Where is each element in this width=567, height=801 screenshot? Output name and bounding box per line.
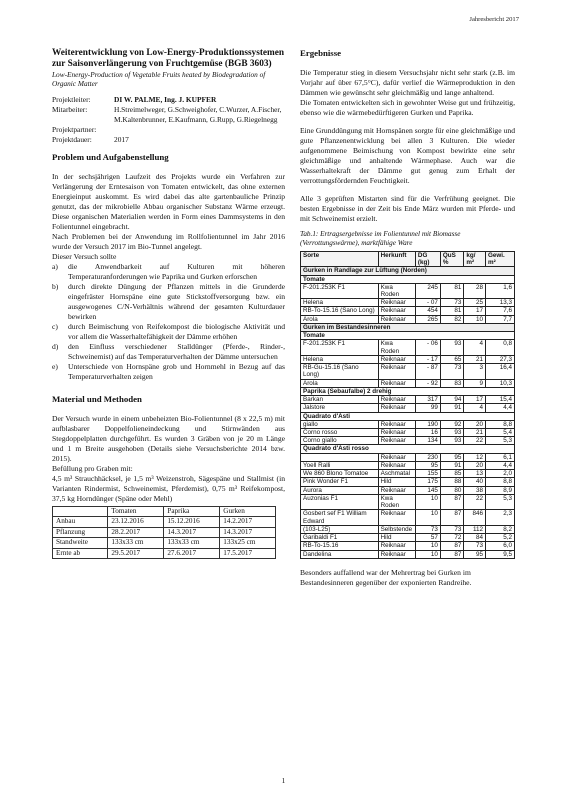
- schedule-cell: 133x25 cm: [220, 538, 276, 549]
- yield-group-row: [301, 275, 515, 283]
- yield-table-caption: Tab.1: Ertragsergebnisse im Folientunnel mit Biomasse (Verrottungswärme), marktfähige Ware: [300, 229, 461, 247]
- problem-paragraph-3: Dieser Versuch sollte: [52, 252, 117, 261]
- yield-cell: 175: [415, 478, 440, 486]
- yield-cell: 112: [464, 525, 486, 533]
- yield-cell: 16,4: [486, 364, 515, 379]
- results-paragraph-3: Eine Grunddüngung mit Hornspänen sorgte für eine gleichmäßige und gute Pflanzenentwicklung bei allen 3 Kulturen. Die wieder aufgenommene Beimischung von Kompost bewirkte eine sehr gleichmäßige und anhaltende Wärmephase. Auch war die Wasserhaltekraft der Dämme gut genug zum Erhalt der verrottungsfördernden Feuchtigkeit.: [300, 125, 515, 185]
- objective-marker: c): [52, 322, 58, 332]
- yield-cell: 87: [440, 510, 464, 525]
- objective-item: [52, 322, 285, 342]
- yield-cell: 4,4: [486, 461, 515, 469]
- yield-row: [301, 355, 515, 363]
- report-header: Jahresbericht 2017: [469, 16, 519, 23]
- yield-cell: 65: [440, 355, 464, 363]
- schedule-header-cell: [53, 506, 108, 517]
- schedule-row: [53, 548, 276, 559]
- yield-cell: - 87: [415, 364, 440, 379]
- yield-cell: 2,0: [486, 470, 515, 478]
- yield-cell: giallo: [301, 420, 379, 428]
- yield-cell: 6,0: [486, 542, 515, 550]
- yield-cell: 317: [415, 396, 440, 404]
- yield-cell: [301, 453, 379, 461]
- yield-group-row: [301, 387, 515, 395]
- yield-row: [301, 494, 515, 509]
- yield-group-label: Quadrato d'Asti: [301, 412, 515, 420]
- schedule-row: [53, 517, 276, 528]
- yield-cell: 15,4: [486, 396, 515, 404]
- yield-cell: Reiknaar: [378, 396, 415, 404]
- yield-cell: 145: [415, 486, 440, 494]
- yield-table: [300, 251, 515, 559]
- problem-paragraph-1: In der sechsjährigen Laufzeit des Projekts wurde ein Verfahren zur Verlängerung der Erntesaison von Tomaten entwickelt, das ohne externen Energieinput auskommt. Es wird dabei das alte gartenbauliche Prinzip genutzt, das der mikrobielle Abbau organischer Substanz Wärme erzeugt. Diese organischen Materialien werden in Form eines Dammsystems in den Folientunnel eingebracht.: [52, 171, 285, 231]
- yield-cell: Reiknaar: [378, 364, 415, 379]
- yield-cell: Arola: [301, 315, 379, 323]
- yield-cell: 38: [464, 486, 486, 494]
- yield-cell: 73: [440, 299, 464, 307]
- results-paragraph-4: Alle 3 geprüften Mistarten sind für die Verfrühung geeignet. Die besten Ergebnisse in der Zeit bis Ende März wurden mit Pferde- und mit Schweinemist erzielt.: [300, 193, 515, 223]
- schedule-cell: 133x33 cm: [108, 538, 164, 549]
- yield-cell: 87: [440, 542, 464, 550]
- meta-key: Projektpartner:: [52, 124, 97, 134]
- yield-cell: RB-To-15.16: [301, 542, 379, 550]
- yield-cell: 9: [464, 379, 486, 387]
- yield-cell: Helena: [301, 299, 379, 307]
- heading-results: Ergebnisse: [300, 48, 342, 58]
- schedule-cell: 15.12.2016: [164, 517, 220, 528]
- results-paragraph-1: Die Temperatur stieg in diesem Versuchsjahr nicht sehr stark (z.B. im Vorjahr auf über 67,5°C), dafür verlief die Wärmeproduktion in den Dämmen wie gewünscht sehr gleichmäßig und lange anhaltend.: [300, 67, 515, 97]
- yield-cell: 85: [440, 470, 464, 478]
- yield-row: [301, 340, 515, 355]
- yield-row: [301, 420, 515, 428]
- yield-cell: 5,4: [486, 428, 515, 436]
- schedule-cell: 14.2.2017: [220, 517, 276, 528]
- schedule-cell: 133x33 cm: [164, 538, 220, 549]
- yield-header-cell: DG (kg): [415, 251, 440, 266]
- objective-marker: d): [52, 342, 59, 352]
- yield-cell: Reiknaar: [378, 428, 415, 436]
- yield-row: [301, 364, 515, 379]
- yield-cell: Reiknaar: [378, 420, 415, 428]
- yield-cell: 84: [464, 534, 486, 542]
- yield-cell: 91: [440, 404, 464, 412]
- yield-cell: 83: [440, 379, 464, 387]
- schedule-row: [53, 527, 276, 538]
- yield-header-cell: Gewi. m²: [486, 251, 515, 266]
- yield-cell: 99: [415, 404, 440, 412]
- meta-value: DI W. PALME, Ing. J. KUPFER: [114, 95, 217, 105]
- yield-cell: 73: [440, 525, 464, 533]
- yield-cell: - 07: [415, 299, 440, 307]
- objective-marker: e): [52, 362, 58, 372]
- yield-cell: 13: [464, 470, 486, 478]
- yield-cell: 95: [415, 461, 440, 469]
- yield-cell: Reiknaar: [378, 307, 415, 315]
- yield-cell: Reiknaar: [378, 542, 415, 550]
- schedule-header-cell: Tomaten: [108, 506, 164, 517]
- yield-cell: Gosbert sef F1 William Edward: [301, 510, 379, 525]
- yield-cell: Reiknaar: [378, 299, 415, 307]
- yield-group-row: [301, 412, 515, 420]
- meta-key: Mitarbeiter:: [52, 105, 88, 115]
- objective-text: durch Beimischung von Reifekompost die biologische Aktivität und vor allem die Wasserhaltefähigkeit der Dämme erhöhen: [68, 322, 285, 342]
- yield-cell: 87: [440, 550, 464, 558]
- yield-cell: 72: [440, 534, 464, 542]
- yield-row: [301, 470, 515, 478]
- yield-cell: 93: [440, 340, 464, 355]
- yield-cell: - 92: [415, 379, 440, 387]
- yield-cell: 94: [440, 396, 464, 404]
- schedule-cell: 17.5.2017: [220, 548, 276, 559]
- yield-cell: 265: [415, 315, 440, 323]
- yield-section-row: [301, 323, 515, 331]
- right-column: [300, 48, 515, 588]
- yield-cell: Kwa Roden: [378, 494, 415, 509]
- meta-key: Projektleiter:: [52, 95, 91, 105]
- yield-row: [301, 486, 515, 494]
- yield-cell: Arola: [301, 379, 379, 387]
- yield-cell: F-201.253K F1: [301, 283, 379, 298]
- schedule-header-cell: Gurken: [220, 506, 276, 517]
- yield-cell: 134: [415, 437, 440, 445]
- schedule-header-row: [53, 506, 276, 517]
- yield-cell: 73: [440, 364, 464, 379]
- yield-cell: Garibaldi F1: [301, 534, 379, 542]
- yield-cell: 4: [464, 404, 486, 412]
- yield-cell: Reiknaar: [378, 315, 415, 323]
- yield-cell: 190: [415, 420, 440, 428]
- heading-methods: Material und Methoden: [52, 394, 142, 405]
- yield-cell: 81: [440, 307, 464, 315]
- yield-cell: 16: [415, 428, 440, 436]
- yield-row: [301, 525, 515, 533]
- yield-group-label: Tomate: [301, 275, 515, 283]
- yield-cell: 95: [464, 550, 486, 558]
- yield-cell: Yoell Ralli: [301, 461, 379, 469]
- yield-section-row: [301, 267, 515, 275]
- problem-paragraph-2: Nach Problemen bei der Anwendung im Rollfolientunnel im Jahr 2016 wurde der Versuch 2017 im Bio-Tunnel angelegt.: [52, 231, 285, 251]
- yield-cell: 57: [415, 534, 440, 542]
- yield-cell: 7,6: [486, 307, 515, 315]
- yield-cell: 6,1: [486, 453, 515, 461]
- yield-cell: 7,7: [486, 315, 515, 323]
- yield-cell: 13,3: [486, 299, 515, 307]
- yield-cell: F-201.253K F1: [301, 340, 379, 355]
- yield-cell: 846: [464, 510, 486, 525]
- yield-cell: 0,8: [486, 340, 515, 355]
- heading-problem: Problem und Aufgabenstellung: [52, 152, 169, 163]
- yield-cell: 155: [415, 470, 440, 478]
- yield-group-label: Tomate: [301, 332, 515, 340]
- schedule-cell: Pflanzung: [53, 527, 108, 538]
- yield-group-label: Paprika (Sebaufalbe) 2 drehig: [301, 387, 515, 395]
- yield-row: [301, 396, 515, 404]
- objective-text: Unterschiede von Hornspäne grob und Hornmehl in Bezug auf das Temperaturverhalten zeigen: [68, 362, 285, 382]
- yield-header-row: [301, 251, 515, 266]
- yield-cell: 5,3: [486, 494, 515, 509]
- yield-cell: Selbstende: [378, 525, 415, 533]
- yield-cell: 87: [440, 494, 464, 509]
- yield-cell: Corno rosso: [301, 428, 379, 436]
- objective-text: durch direkte Düngung der Pflanzen mittels in die Grunderde eingefräster Hornspäne eine gute Stickstoffversorgung bzw. ein ausgewogenes C/N-Verhältnis während der gesamten Kulturdauer bewirken: [68, 282, 285, 322]
- schedule-table: [52, 506, 276, 560]
- results-paragraph-2: Die Tomaten entwickelten sich in gewohnter Weise gut und frühzeitig, ebenso wie die wärmebedürftigeren Gurken und Paprika.: [300, 97, 515, 117]
- yield-cell: 25: [464, 299, 486, 307]
- yield-cell: 8,8: [486, 420, 515, 428]
- yield-cell: 80: [440, 486, 464, 494]
- yield-cell: 245: [415, 283, 440, 298]
- yield-header-cell: Herkunft: [378, 251, 415, 266]
- yield-cell: 4: [464, 340, 486, 355]
- yield-cell: 95: [440, 453, 464, 461]
- yield-cell: Corno giallo: [301, 437, 379, 445]
- yield-cell: 27,3: [486, 355, 515, 363]
- yield-cell: 17: [464, 307, 486, 315]
- yield-cell: - 06: [415, 340, 440, 355]
- yield-cell: 93: [440, 437, 464, 445]
- yield-group-row: [301, 445, 515, 453]
- yield-group-label: Gurken im Bestandesinneren: [301, 323, 515, 331]
- yield-cell: Dandelina: [301, 550, 379, 558]
- yield-row: [301, 510, 515, 525]
- yield-cell: Reiknaar: [378, 404, 415, 412]
- meta-key: Projektdauer:: [52, 134, 92, 144]
- objective-text: den Einfluss verschiedener Stalldünger (Pferde-, Rinder-, Schweinemist) auf das Temperaturverhalten der Dämme untersuchen: [68, 342, 285, 362]
- schedule-row: [53, 538, 276, 549]
- yield-cell: 10: [415, 550, 440, 558]
- yield-row: [301, 542, 515, 550]
- yield-cell: 21: [464, 355, 486, 363]
- yield-cell: 91: [440, 461, 464, 469]
- yield-cell: 8,9: [486, 486, 515, 494]
- yield-cell: 93: [440, 428, 464, 436]
- yield-cell: 10: [415, 494, 440, 509]
- meta-value: [114, 125, 285, 135]
- meta-value: 2017: [114, 134, 129, 144]
- left-column: [52, 48, 285, 559]
- yield-cell: Hild: [378, 478, 415, 486]
- yield-cell: 3: [464, 364, 486, 379]
- schedule-cell: 14.3.2017: [220, 527, 276, 538]
- yield-cell: Reiknaar: [378, 550, 415, 558]
- yield-cell: 20: [464, 461, 486, 469]
- yield-cell: 20: [464, 420, 486, 428]
- yield-cell: 82: [440, 315, 464, 323]
- yield-cell: Pink Wonder F1: [301, 478, 379, 486]
- article-title: Weiterentwicklung von Low-Energy-Produktionssystemen zur Saisonverlängerung von Fruchtgemüse (BGB 3603): [52, 48, 285, 69]
- yield-cell: 10: [415, 510, 440, 525]
- yield-group-row: [301, 332, 515, 340]
- objective-text: die Anwendbarkeit auf Kulturen mit höheren Temperaturanforderungen wie Paprika und Gurken erforschen: [68, 262, 285, 282]
- schedule-cell: 23.12.2016: [108, 517, 164, 528]
- yield-cell: 92: [440, 420, 464, 428]
- methods-paragraph-2: Befüllung pro Graben mit:: [52, 463, 133, 473]
- yield-cell: RB-Gu-15.16 (Sano Long): [301, 364, 379, 379]
- yield-cell: 1,6: [486, 283, 515, 298]
- methods-paragraph-3: 4,5 m³ Strauchhäcksel, je 1,5 m³ Weizenstroh, Sägespäne und Stallmist (in Varianten Rindermist, Schweinemist, Pferdemist), 0,75 m³ Reifekompost, 37,5 kg Horndünger (Späne oder Mehl): [52, 473, 285, 503]
- yield-header-cell: Sorte: [301, 251, 379, 266]
- objective-item: [52, 282, 285, 322]
- yield-cell: 8,8: [486, 478, 515, 486]
- meta-value: H.Streimelweger, G.Schweighofer, C.Wurzer, A.Fischer, M.Kaltenbrunner, E.Kaufmann, G.Rupp, G.Riegelnegg: [114, 105, 282, 124]
- methods-paragraph-1: Der Versuch wurde in einem unbeheizten Bio-Folientunnel (8 x 22,5 m) mit aufblasbarer Doppelfolieneindeckung und Stirnwänden aus Stegdoppelplatten durchgeführt. Es wurden 3 Gräben von je 20 m Länge und 1 m Breite ausgehoben (Details siehe Versuchsberichte 2014 bzw. 2015).: [52, 413, 285, 463]
- schedule-header-cell: Paprika: [164, 506, 220, 517]
- schedule-cell: Ernte ab: [53, 548, 108, 559]
- objective-item: [52, 262, 285, 282]
- schedule-cell: 29.5.2017: [108, 548, 164, 559]
- yield-cell: 4,4: [486, 404, 515, 412]
- project-meta: [52, 95, 285, 144]
- schedule-cell: 14.3.2017: [164, 527, 220, 538]
- yield-cell: Reiknaar: [378, 461, 415, 469]
- yield-cell: 40: [464, 478, 486, 486]
- yield-group-label: Quadrato d'Asti rosso: [301, 445, 515, 453]
- yield-cell: 10,3: [486, 379, 515, 387]
- yield-cell: Kwa Roden: [378, 283, 415, 298]
- results-closing: Besonders auffallend war der Mehrertrag bei Gurken im Bestandesinneren gegenüber der exponierten Randreihe.: [300, 567, 472, 587]
- objective-item: [52, 362, 285, 382]
- yield-cell: Reiknaar: [378, 379, 415, 387]
- page-number: 1: [281, 776, 286, 785]
- yield-cell: 8,2: [486, 525, 515, 533]
- yield-cell: (103-L25): [301, 525, 379, 533]
- objective-marker: b): [52, 282, 59, 292]
- yield-cell: 22: [464, 494, 486, 509]
- yield-cell: 230: [415, 453, 440, 461]
- yield-cell: 81: [440, 283, 464, 298]
- yield-cell: 28: [464, 283, 486, 298]
- yield-cell: 12: [464, 453, 486, 461]
- yield-cell: 454: [415, 307, 440, 315]
- yield-row: [301, 299, 515, 307]
- yield-cell: 9,5: [486, 550, 515, 558]
- yield-row: [301, 453, 515, 461]
- yield-header-cell: kg/ m²: [464, 251, 486, 266]
- yield-cell: 10: [415, 542, 440, 550]
- objective-item: [52, 342, 285, 362]
- yield-cell: Auzonias F1: [301, 494, 379, 509]
- yield-row: [301, 437, 515, 445]
- yield-cell: 2,3: [486, 510, 515, 525]
- yield-row: [301, 307, 515, 315]
- yield-row: [301, 428, 515, 436]
- yield-cell: Hild: [378, 534, 415, 542]
- yield-cell: 5,3: [486, 437, 515, 445]
- yield-cell: RB-To-15.16 (Sano Long): [301, 307, 379, 315]
- yield-row: [301, 379, 515, 387]
- objectives-list: [52, 262, 285, 382]
- yield-row: [301, 315, 515, 323]
- yield-row: [301, 534, 515, 542]
- schedule-cell: Standweite: [53, 538, 108, 549]
- yield-cell: Reiknaar: [378, 355, 415, 363]
- yield-cell: Aschmatal: [378, 470, 415, 478]
- yield-group-label: Gurken in Randlage zur Lüftung (Norden): [301, 267, 515, 275]
- yield-cell: 17: [464, 396, 486, 404]
- yield-cell: Barkan: [301, 396, 379, 404]
- objective-marker: a): [52, 262, 58, 272]
- yield-cell: Reiknaar: [378, 437, 415, 445]
- yield-cell: 73: [415, 525, 440, 533]
- yield-row: [301, 550, 515, 558]
- yield-cell: Kwa Roden: [378, 340, 415, 355]
- yield-cell: 22: [464, 437, 486, 445]
- article-subtitle: Low-Energy-Production of Vegetable Fruits heated by Biodegradation of Organic Matter: [52, 69, 266, 88]
- yield-cell: Reiknaar: [378, 510, 415, 525]
- yield-cell: 21: [464, 428, 486, 436]
- yield-row: [301, 478, 515, 486]
- schedule-cell: 27.6.2017: [164, 548, 220, 559]
- yield-header-cell: QuS %: [440, 251, 464, 266]
- schedule-cell: 28.2.2017: [108, 527, 164, 538]
- yield-row: [301, 461, 515, 469]
- yield-cell: Helena: [301, 355, 379, 363]
- yield-cell: Aurora: [301, 486, 379, 494]
- yield-cell: 73: [464, 542, 486, 550]
- schedule-cell: Anbau: [53, 517, 108, 528]
- yield-cell: 88: [440, 478, 464, 486]
- yield-cell: 5,2: [486, 534, 515, 542]
- yield-cell: Reiknaar: [378, 453, 415, 461]
- yield-cell: We 860 Blono Tomatoe: [301, 470, 379, 478]
- yield-cell: - 17: [415, 355, 440, 363]
- yield-cell: Reiknaar: [378, 486, 415, 494]
- yield-row: [301, 404, 515, 412]
- yield-cell: 10: [464, 315, 486, 323]
- yield-row: [301, 283, 515, 298]
- yield-cell: Jalstore: [301, 404, 379, 412]
